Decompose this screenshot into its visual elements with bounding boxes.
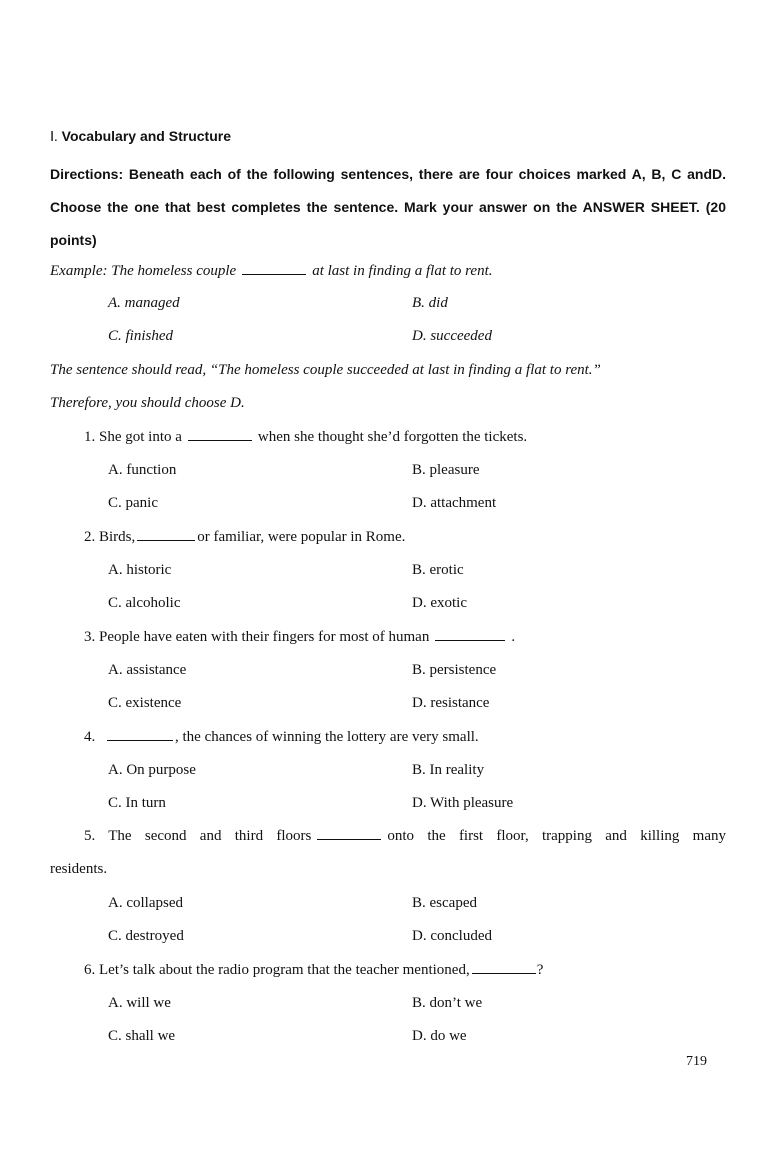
question-text-before: Let’s talk about the radio program that the teacher mentioned, <box>99 962 470 978</box>
q6-option-c: C. shall we <box>108 1028 176 1044</box>
example-option-a: A. managed <box>108 295 180 311</box>
question-number: 5. <box>84 828 96 844</box>
q4-option-b: B. In reality <box>412 762 485 778</box>
example-answer: Therefore, you should choose D. <box>50 395 245 411</box>
answer-blank <box>472 961 536 974</box>
q1-option-d: D. attachment <box>412 495 497 511</box>
question-text-after: onto the first floor, trapping and killing many <box>387 828 726 844</box>
q1-option-c: C. panic <box>108 495 158 511</box>
answer-blank <box>435 628 505 641</box>
q5-option-d: D. concluded <box>412 928 492 944</box>
example-after: at last in finding a flat to rent. <box>312 263 493 279</box>
section-title-text: Vocabulary and Structure <box>61 128 231 144</box>
q1-option-a: A. function <box>108 462 177 478</box>
question-2 <box>84 528 405 546</box>
example-blank <box>242 262 306 275</box>
q5-option-b: B. escaped <box>412 895 477 911</box>
question-text-after: when she thought she’d forgotten the tickets. <box>257 429 528 445</box>
example-explanation: The sentence should read, “The homeless couple succeeded at last in finding a flat to rent.” <box>50 362 601 378</box>
q2-option-d: D. exotic <box>412 595 467 611</box>
answer-blank <box>317 827 381 840</box>
question-6 <box>84 961 543 979</box>
question-1 <box>84 428 527 446</box>
question-text-before: People have eaten with their fingers for most of human <box>99 629 430 645</box>
q3-option-b: B. persistence <box>412 662 497 678</box>
example-before: The homeless couple <box>111 263 237 279</box>
section-number: Ⅰ. <box>50 130 58 145</box>
q2-option-c: C. alcoholic <box>108 595 181 611</box>
question-5-continuation: residents. <box>50 861 108 877</box>
question-number: 6. <box>84 962 96 978</box>
q3-option-a: A. assistance <box>108 662 187 678</box>
answer-blank <box>107 728 173 741</box>
example-sentence <box>50 262 493 280</box>
q4-option-c: C. In turn <box>108 795 166 811</box>
question-text-before: The second and third floors <box>108 828 312 844</box>
question-4 <box>84 728 479 746</box>
q4-option-d: D. With pleasure <box>412 795 514 811</box>
question-text-after: , the chances of winning the lottery are very small. <box>175 729 479 745</box>
q2-option-b: B. erotic <box>412 562 464 578</box>
question-text-before: Birds, <box>99 529 136 545</box>
question-number: 2. <box>84 529 96 545</box>
question-text-after: ? <box>536 962 544 978</box>
q5-option-a: A. collapsed <box>108 895 183 911</box>
example-label: Example: <box>50 263 108 279</box>
page-number: 719 <box>686 1054 707 1069</box>
example-option-c: C. finished <box>108 328 174 344</box>
question-text-before: She got into a <box>99 429 182 445</box>
question-number: 1. <box>84 429 96 445</box>
example-option-b: B. did <box>412 295 448 311</box>
q5-option-c: C. destroyed <box>108 928 184 944</box>
question-text-after: . <box>511 629 516 645</box>
q6-option-b: B. don’t we <box>412 995 483 1011</box>
section-title <box>50 128 231 146</box>
q6-option-a: A. will we <box>108 995 171 1011</box>
question-3 <box>84 628 515 646</box>
answer-blank <box>137 528 195 541</box>
q4-option-a: A. On purpose <box>108 762 196 778</box>
directions: Directions: Beneath each of the following sentences, there are four choices marked A, B, C andD. Choose the one that best completes the sentence. Mark your answer on the ANSWER SHEET. (20 points) <box>50 166 726 248</box>
q3-option-c: C. existence <box>108 695 182 711</box>
question-number: 3. <box>84 629 96 645</box>
question-5 <box>84 827 726 845</box>
q3-option-d: D. resistance <box>412 695 490 711</box>
question-number: 4. <box>84 729 96 745</box>
answer-blank <box>188 428 252 441</box>
q2-option-a: A. historic <box>108 562 172 578</box>
question-text-after: or familiar, were popular in Rome. <box>197 529 406 545</box>
q1-option-b: B. pleasure <box>412 462 480 478</box>
q6-option-d: D. do we <box>412 1028 467 1044</box>
example-option-d: D. succeeded <box>412 328 492 344</box>
